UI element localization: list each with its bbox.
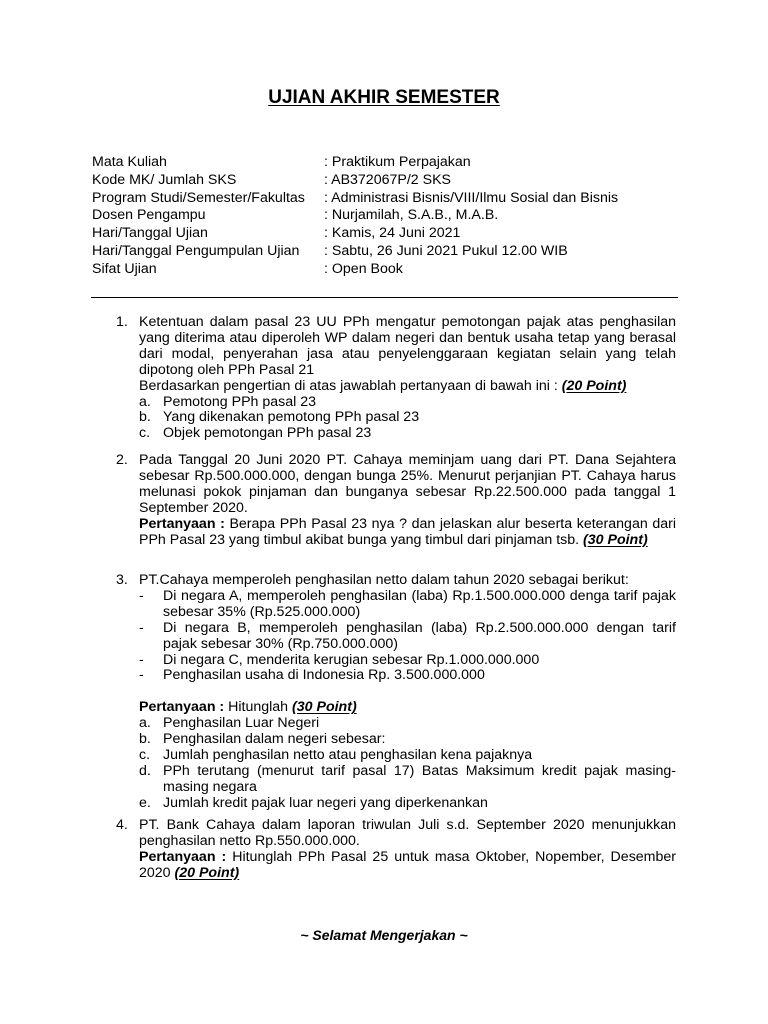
- bullet-item: [139, 668, 676, 684]
- info-row-code: [92, 172, 692, 190]
- exam-info-table: [92, 154, 692, 279]
- list-marker: d.: [139, 762, 151, 779]
- info-value: : Sabtu, 26 Juni 2021 Pukul 12.00 WIB: [324, 242, 568, 259]
- info-row-program: [92, 190, 692, 208]
- list-marker: a.: [139, 393, 151, 410]
- list-item: [139, 410, 676, 426]
- info-row-exam-type: [92, 261, 692, 279]
- question-points: (30 Point): [292, 699, 357, 716]
- info-value: : Nurjamilah, S.A.B., M.A.B.: [324, 207, 499, 224]
- list-marker: e.: [139, 794, 151, 811]
- list-text: Pemotong PPh pasal 23: [163, 393, 317, 410]
- bullet-marker: -: [139, 667, 144, 684]
- info-label: Program Studi/Semester/Fakultas: [92, 189, 305, 206]
- info-label: Sifat Ujian: [92, 260, 157, 277]
- bullet-item: [139, 621, 676, 653]
- question-text: Ketentuan dalam pasal 23 UU PPh mengatur pemotongan pajak atas penghasilan yang diterima atau diperoleh WP dalam negeri dan bentuk usaha tetap yang berasal dari modal, penyerahan jasa atau penyelenggaraan kegiatan selain yang telah dipotong oleh PPh Pasal 21: [139, 314, 676, 378]
- info-value: : AB372067P/2 SKS: [324, 171, 451, 188]
- bullet-marker: -: [139, 651, 144, 668]
- prompt-label: Pertanyaan :: [139, 699, 225, 716]
- info-row-exam-date: [92, 225, 692, 243]
- list-marker: c.: [139, 425, 151, 442]
- info-label: Hari/Tanggal Pengumpulan Ujian: [92, 242, 300, 259]
- closing-message: ~ Selamat Mengerjakan ~: [300, 927, 468, 943]
- prompt-label: Pertanyaan :: [139, 848, 227, 865]
- info-label: Kode MK/ Jumlah SKS: [92, 171, 237, 188]
- info-row-course: [92, 154, 692, 172]
- list-item: [139, 732, 676, 748]
- bullet-text: Di negara C, menderita kerugian sebesar Rp.1.000.000.000: [163, 651, 540, 668]
- list-item: [139, 426, 676, 442]
- info-label: Hari/Tanggal Ujian: [92, 225, 208, 242]
- question-body: [139, 453, 676, 548]
- list-item: [139, 764, 676, 796]
- question-text: PT. Bank Cahaya dalam laporan triwulan Juli s.d. September 2020 menunjukkan penghasilan netto Rp.550.000.000.: [139, 817, 676, 849]
- question-text: Pada Tanggal 20 Juni 2020 PT. Cahaya meminjam uang dari PT. Dana Sejahtera sebesar Rp.500.000.000, dengan bunga 25%. Menurut perjanjian PT. Cahaya harus melunasi pokok pinjaman dan bunganya sebesar Rp.22.500.000 pada tanggal 1 September 2020.: [139, 452, 676, 516]
- info-value: : Praktikum Perpajakan: [324, 154, 471, 170]
- list-item: [139, 796, 676, 812]
- question-points: (20 Point): [561, 377, 627, 394]
- question-body: [139, 818, 676, 882]
- spacer: [139, 684, 676, 700]
- info-row-submission-date: [92, 243, 692, 261]
- bullet-text: Penghasilan usaha di Indonesia Rp. 3.500.000.000: [163, 667, 485, 684]
- list-item: [139, 395, 676, 411]
- info-value: : Administrasi Bisnis/VIII/Ilmu Sosial dan Bisnis: [324, 189, 619, 206]
- prompt-text: Berapa PPh Pasal 23 nya ? dan jelaskan alur beserta keterangan dari PPh Pasal 23 yang timbul akibat bunga yang timbul dari pinjaman tsb.: [139, 515, 676, 548]
- bullet-marker: -: [139, 587, 144, 604]
- bullet-item: [139, 653, 676, 669]
- info-row-lecturer: [92, 207, 692, 225]
- info-label: Mata Kuliah: [92, 154, 167, 170]
- bullet-text: Di negara A, memperoleh penghasilan (laba) Rp.1.500.000.000 denga tarif pajak sebesar 35% (Rp.525.000.000): [163, 587, 676, 620]
- info-label: Dosen Pengampu: [92, 207, 206, 224]
- info-value: : Open Book: [324, 260, 403, 277]
- question-points: (30 Point): [583, 531, 648, 548]
- info-value: : Kamis, 24 Juni 2021: [324, 225, 461, 242]
- question-number: 3.: [116, 572, 128, 588]
- question-body: [139, 573, 676, 812]
- question-points: (20 Point): [174, 864, 240, 881]
- list-marker: a.: [139, 715, 151, 732]
- prompt-text: Hitunglah PPh Pasal 25 untuk masa Oktober, Nopember, Desember 2020: [139, 848, 677, 881]
- list-text: PPh terutang (menurut tarif pasal 17) Batas Maksimum kredit pajak masing-masing negara: [163, 762, 676, 795]
- question-number: 4.: [116, 817, 128, 833]
- list-marker: b.: [139, 731, 151, 748]
- question-prompt: [139, 517, 676, 549]
- list-text: Jumlah kredit pajak luar negeri yang diperkenankan: [163, 794, 488, 811]
- header-divider: [91, 297, 678, 298]
- prompt-text: Hitunglah: [228, 699, 289, 716]
- bullet-item: [139, 589, 676, 621]
- list-text: Penghasilan dalam negeri sebesar:: [163, 731, 386, 748]
- bullet-text: Di negara B, memperoleh penghasilan (laba) Rp.2.500.000.000 dengan tarif pajak sebesar 30% (Rp.750.000.000): [163, 619, 676, 652]
- question-prompt: [139, 379, 676, 395]
- list-item: [139, 716, 676, 732]
- list-text: Objek pemotongan PPh pasal 23: [163, 425, 372, 442]
- prompt-label: Pertanyaan :: [139, 515, 225, 532]
- list-marker: c.: [139, 747, 151, 764]
- exam-title: UJIAN AKHIR SEMESTER: [268, 87, 500, 108]
- question-body: [139, 315, 676, 442]
- question-prompt: [139, 700, 676, 716]
- question-number: 2.: [116, 452, 128, 468]
- question-text: PT.Cahaya memperoleh penghasilan netto dalam tahun 2020 sebagai berikut:: [139, 572, 629, 588]
- list-item: [139, 748, 676, 764]
- question-number: 1.: [116, 314, 128, 330]
- list-text: Jumlah penghasilan netto atau penghasilan kena pajaknya: [163, 747, 533, 764]
- bullet-marker: -: [139, 619, 144, 636]
- list-text: Yang dikenakan pemotong PPh pasal 23: [163, 409, 420, 426]
- list-text: Penghasilan Luar Negeri: [163, 715, 320, 732]
- prompt-text: Berdasarkan pengertian di atas jawablah pertanyaan di bawah ini :: [139, 377, 558, 394]
- question-prompt: [139, 850, 676, 882]
- list-marker: b.: [139, 409, 151, 426]
